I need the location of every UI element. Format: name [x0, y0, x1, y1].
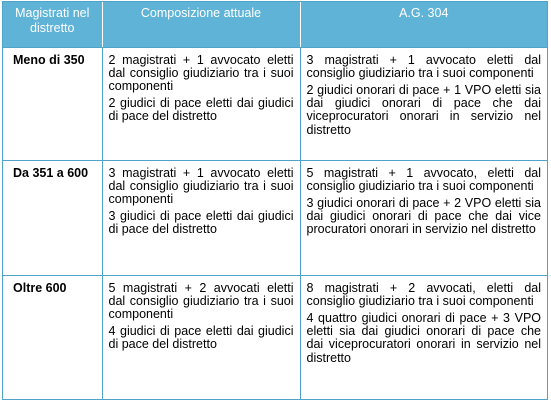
- table-row: [3, 47, 547, 160]
- table-row: [3, 275, 547, 399]
- cell-paragraph: 3 giudici onorari di pace + 2 VPO eletti sia dai giudici onorari di pace che dai vice procuratori onorari in servizio nel distretto: [306, 195, 541, 237]
- cell-ag304: [300, 275, 547, 399]
- cell-paragraph: 5 magistrati + 2 avvocati eletti dal consiglio giudiziario tra i suoi componenti: [108, 280, 294, 321]
- cell-paragraph: 2 giudici onorari di pace + 1 VPO eletti sia dai giudici onorari di pace che dai viceprocuratori onorari in servizio nel distretto: [306, 82, 541, 137]
- header-row: [3, 2, 547, 47]
- comparison-table: [2, 1, 548, 400]
- cell-paragraph: 5 magistrati + 1 avvocato, eletti dal consiglio giudiziario tra i suoi componenti: [306, 165, 541, 193]
- cell-ag304: [300, 160, 547, 275]
- cell-paragraph: 4 quattro giudici onorari di pace + 3 VPO eletti sia dai giudici onorari di pace che dai viceprocuratori onorari in servizio nel distretto: [306, 310, 541, 365]
- table-row: [3, 160, 547, 275]
- cell-attuale: [102, 160, 300, 275]
- header-magistrati: Magistrati nel distretto: [3, 2, 102, 47]
- row-label: Da 351 a 600: [3, 160, 102, 275]
- cell-paragraph: 3 giudici di pace eletti dai giudici di pace del distretto: [108, 209, 294, 237]
- table: [3, 2, 547, 399]
- cell-paragraph: 8 magistrati + 2 avvocati, eletti dal consiglio giudiziario tra i suoi componenti: [306, 280, 541, 308]
- header-composizione-attuale: Composizione attuale: [102, 2, 300, 47]
- cell-ag304: [300, 47, 547, 160]
- row-label: Meno di 350: [3, 47, 102, 160]
- cell-paragraph: 2 giudici di pace eletti dai giudici di pace del distretto: [108, 96, 294, 124]
- cell-paragraph: 3 magistrati + 1 avvocato eletti dal consiglio giudiziario tra i suoi componenti: [108, 165, 294, 206]
- cell-paragraph: 2 magistrati + 1 avvocato eletti dal consiglio giudiziario tra i suoi componenti: [108, 52, 294, 93]
- header-ag-304: A.G. 304: [300, 2, 547, 47]
- cell-attuale: [102, 47, 300, 160]
- row-label: Oltre 600: [13, 280, 67, 295]
- cell-paragraph: 3 magistrati + 1 avvocato eletti dal consiglio giudiziario tra i suoi componenti: [306, 52, 541, 80]
- cell-paragraph: 4 giudici di pace eletti dai giudici di pace del distretto: [108, 324, 294, 352]
- cell-attuale: [102, 275, 300, 399]
